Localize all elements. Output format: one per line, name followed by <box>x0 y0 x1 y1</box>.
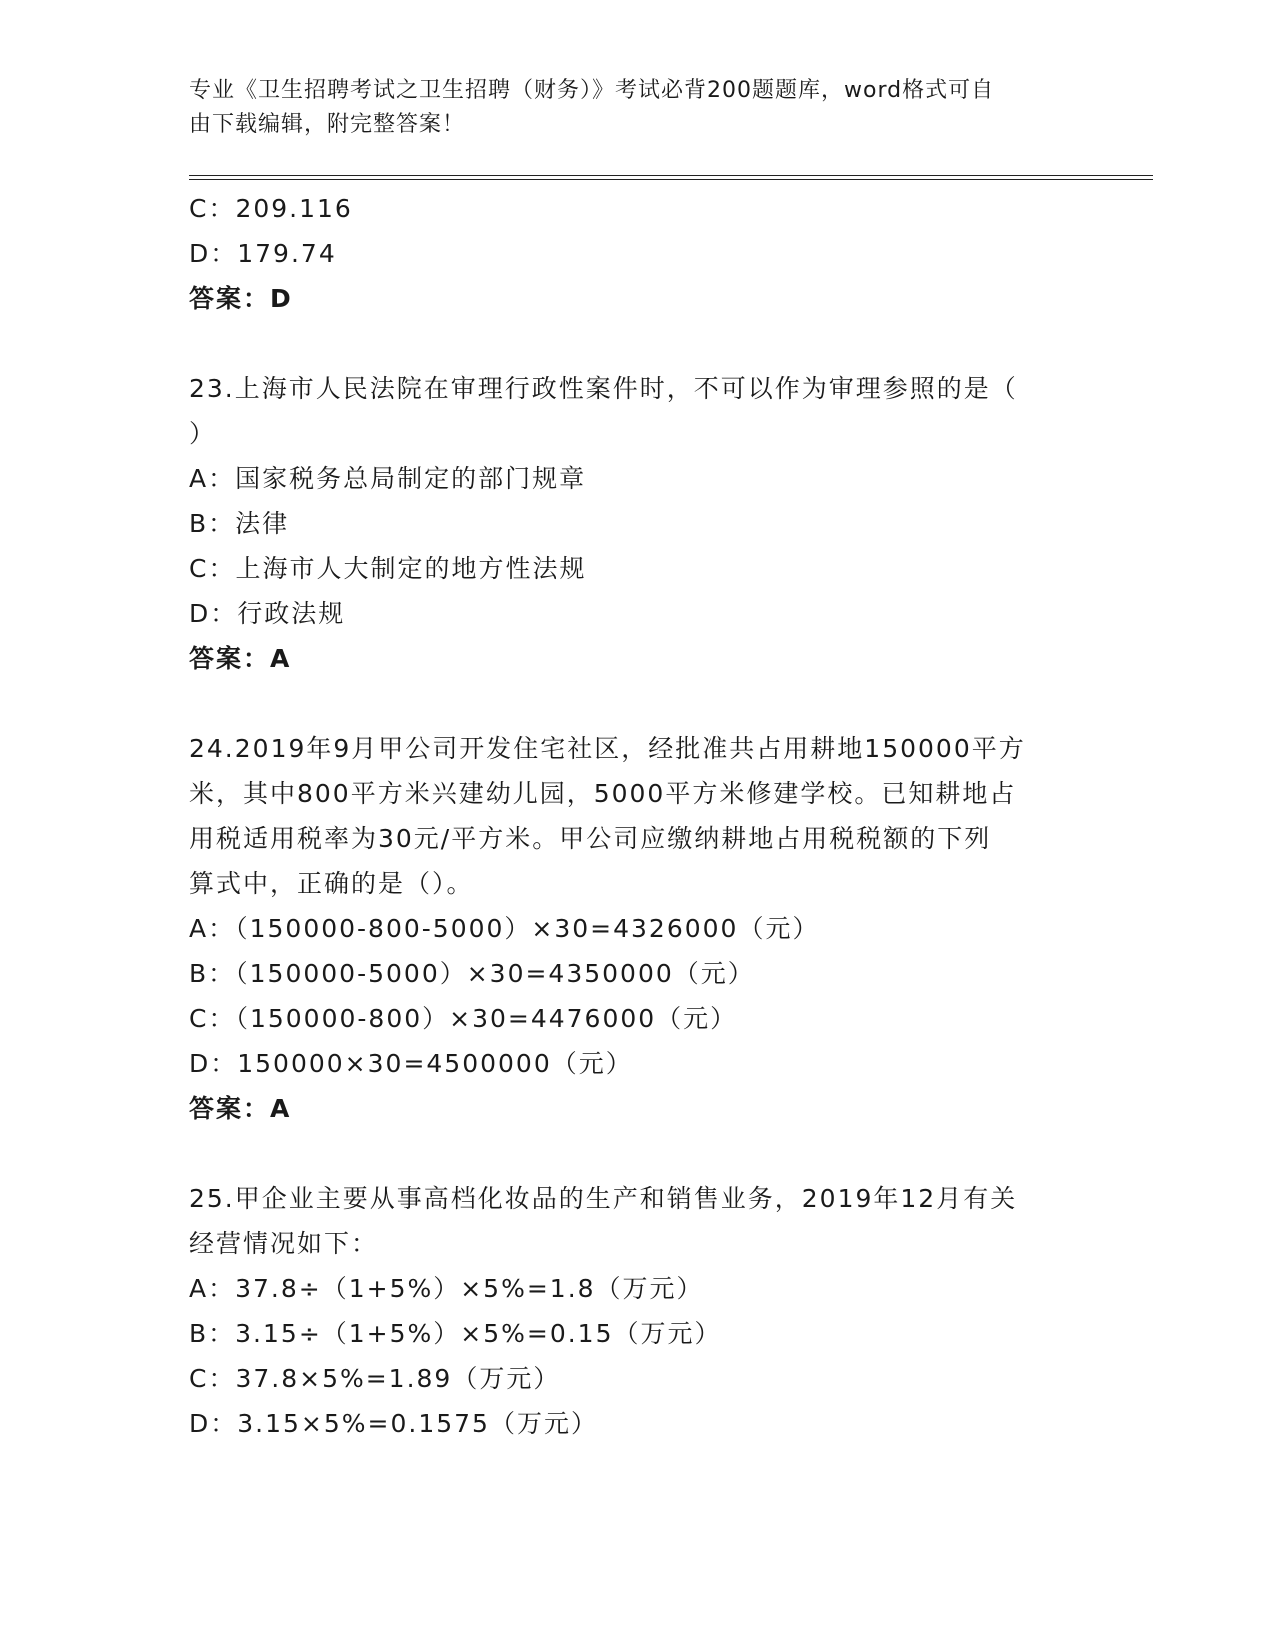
q25-option-a: A：37.8÷（1+5%）×5%=1.8（万元） <box>189 1274 704 1303</box>
q24-stem-line-1: 24.2019年9月甲公司开发住宅社区，经批准共占用耕地150000平方 <box>189 734 1026 763</box>
q24-option-d: D：150000×30=4500000（元） <box>189 1049 633 1078</box>
q23-option-d: D：行政法规 <box>189 599 346 628</box>
q24-answer: 答案：A <box>189 1094 292 1123</box>
header-rule-bottom <box>189 179 1153 180</box>
document-header <box>189 74 1089 142</box>
q25-option-b: B：3.15÷（1+5%）×5%=0.15（万元） <box>189 1319 722 1348</box>
q24-stem-line-4: 算式中，正确的是（）。 <box>189 869 474 898</box>
q24-option-b: B：（150000-5000）×30=4350000（元） <box>189 959 755 988</box>
q24-option-c: C：（150000-800）×30=4476000（元） <box>189 1004 738 1033</box>
q23-option-c: C：上海市人大制定的地方性法规 <box>189 554 587 583</box>
q23-option-a: A：国家税务总局制定的部门规章 <box>189 464 587 493</box>
q23-stem-line-2: ） <box>189 419 217 448</box>
q22-answer: 答案：D <box>189 284 293 313</box>
header-rule-top <box>189 175 1153 176</box>
q22-option-c: C：209.116 <box>189 194 353 223</box>
q24-stem-line-3: 用税适用税率为30元/平方米。甲公司应缴纳耕地占用税税额的下列 <box>189 824 992 853</box>
q23-stem-line-1: 23.上海市人民法院在审理行政性案件时，不可以作为审理参照的是（ <box>189 374 1018 403</box>
q25-option-c: C：37.8×5%=1.89（万元） <box>189 1364 561 1393</box>
q25-stem-line-1: 25.甲企业主要从事高档化妆品的生产和销售业务，2019年12月有关 <box>189 1184 1018 1213</box>
header-line-2: 由下载编辑，附完整答案！ <box>189 112 466 137</box>
q25-stem-line-2: 经营情况如下： <box>189 1229 379 1258</box>
q24-stem-line-2: 米，其中800平方米兴建幼儿园，5000平方米修建学校。已知耕地占 <box>189 779 1017 808</box>
q22-option-d: D：179.74 <box>189 239 337 268</box>
q24-option-a: A：（150000-800-5000）×30=4326000（元） <box>189 914 820 943</box>
q25-option-d: D：3.15×5%=0.1575（万元） <box>189 1409 598 1438</box>
q23-option-b: B：法律 <box>189 509 290 538</box>
header-line-1: 专业《卫生招聘考试之卫生招聘（财务）》考试必背200题题库，word格式可自 <box>189 78 995 103</box>
q23-answer: 答案：A <box>189 644 292 673</box>
